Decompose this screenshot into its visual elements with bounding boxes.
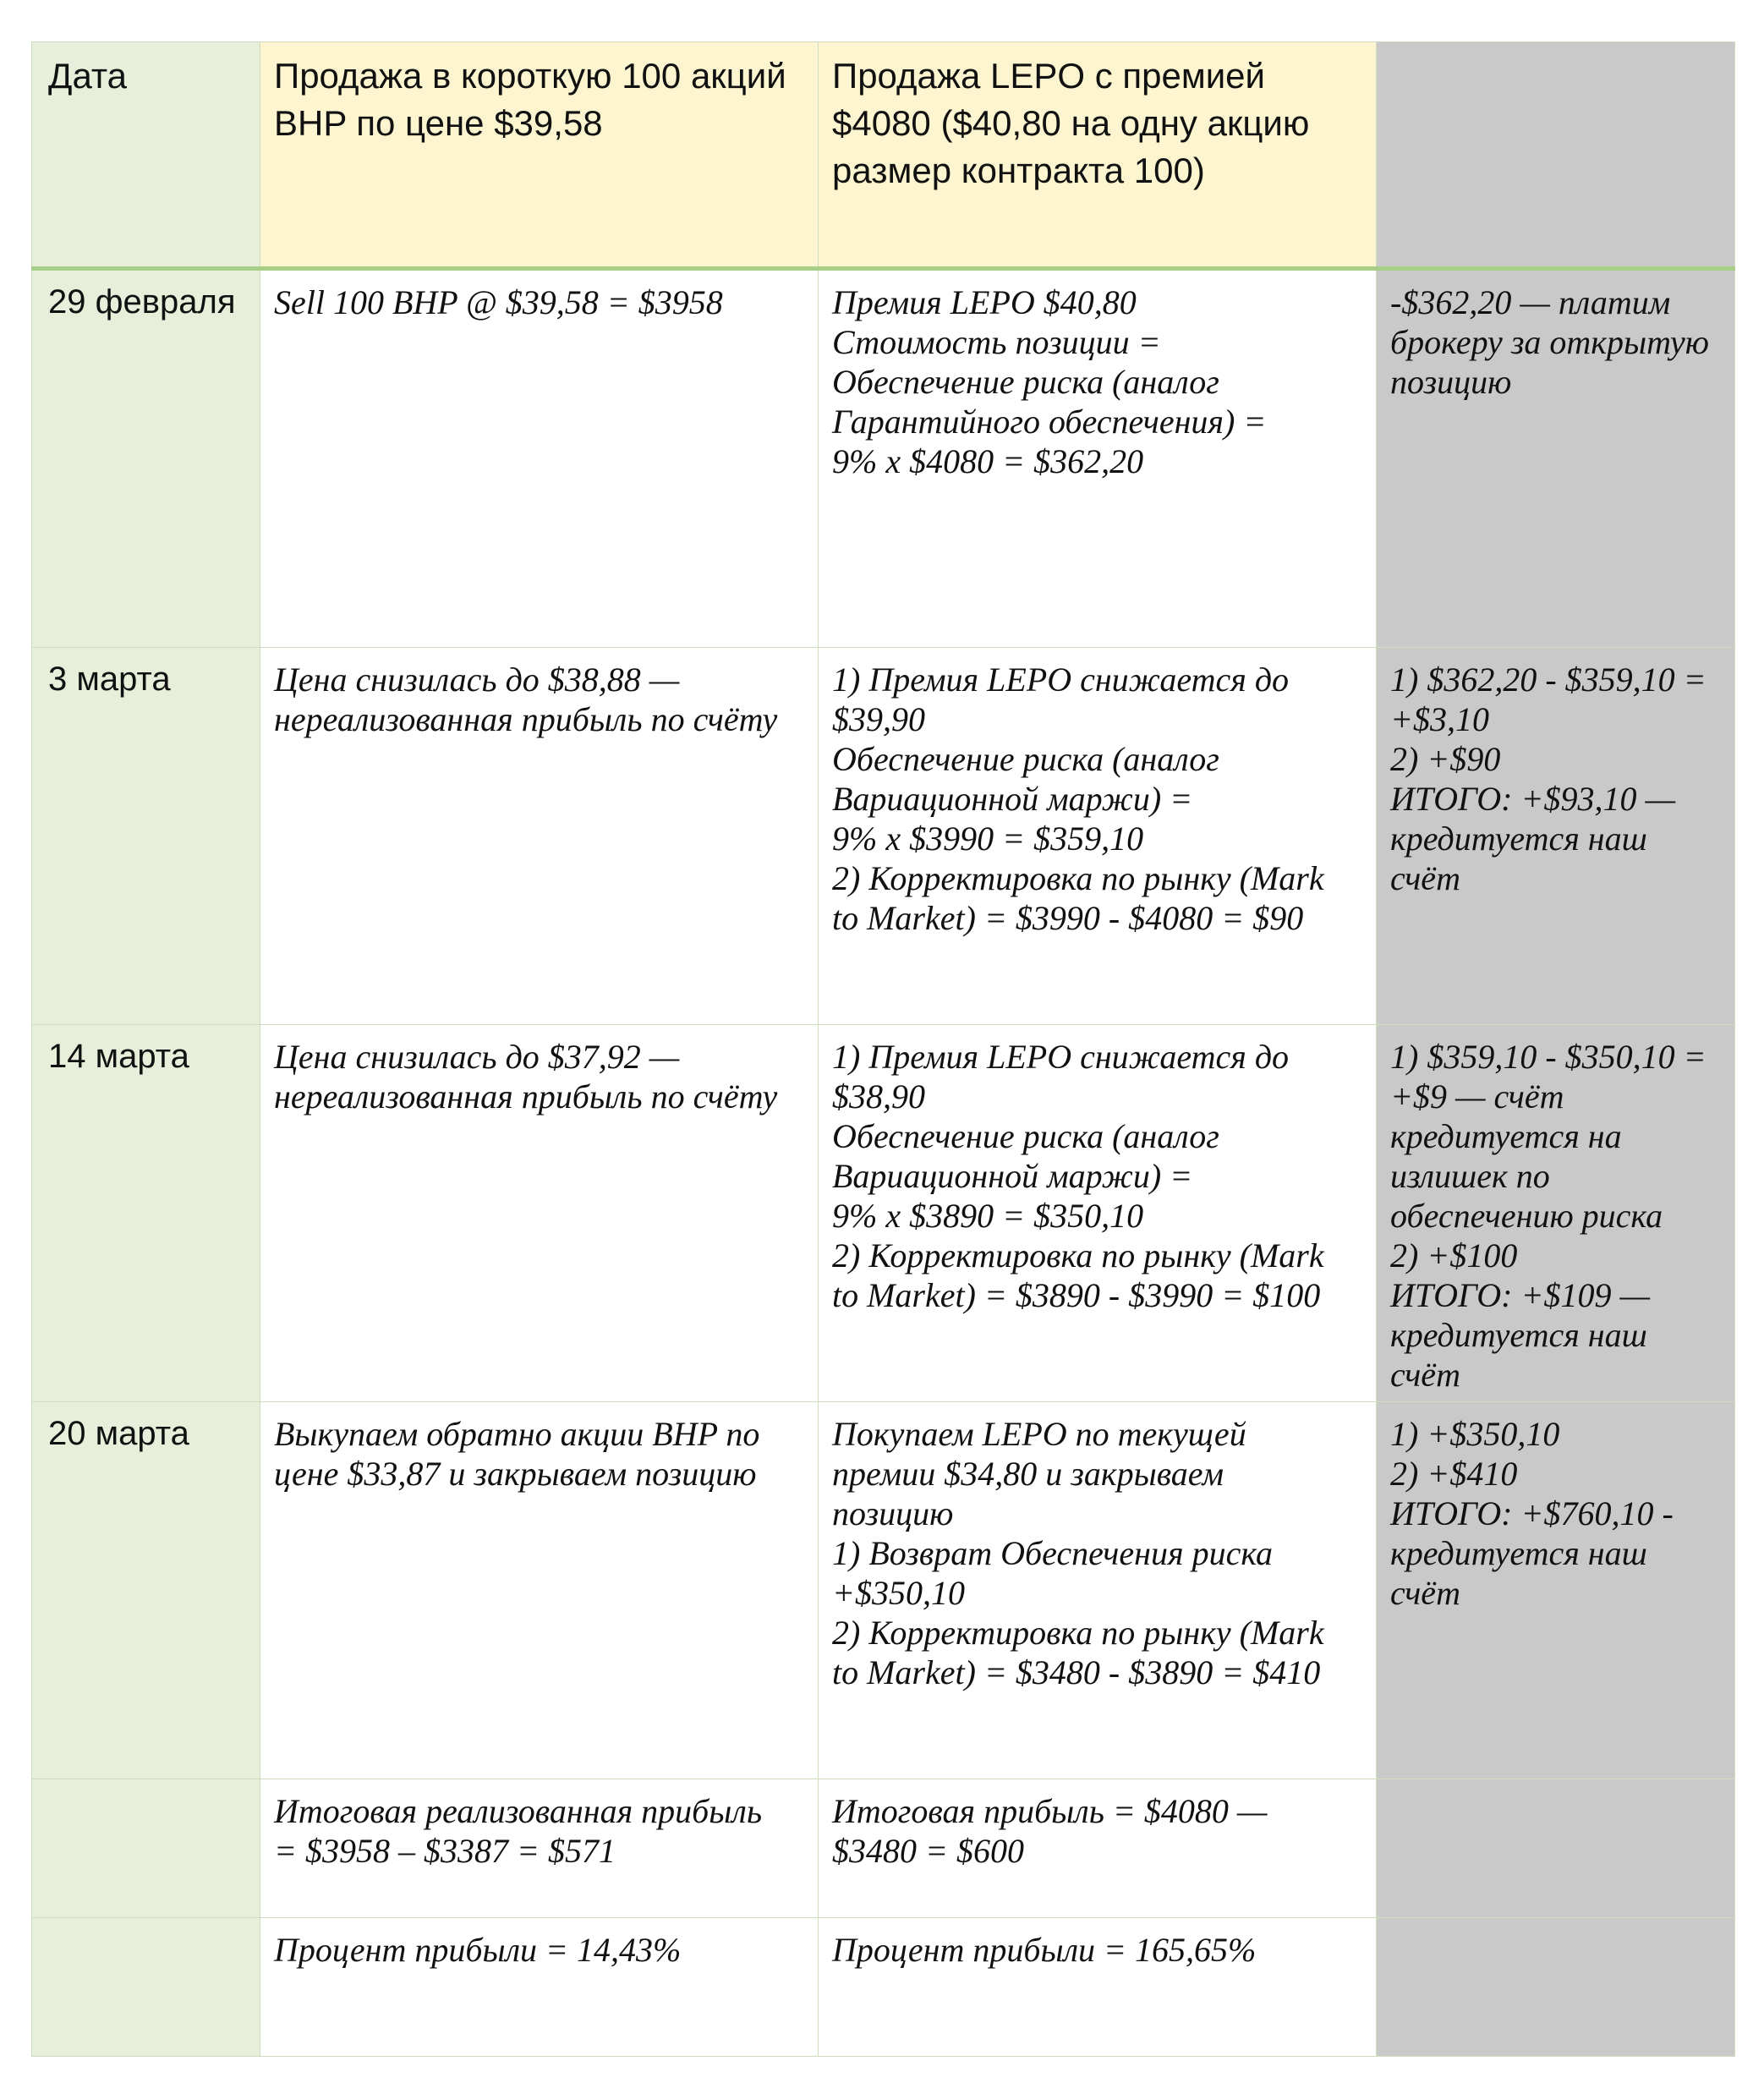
row-date: 20 марта	[32, 1402, 260, 1779]
row-short-sell: Цена снизилась до $38,88 — нереализованная прибыль по счёту	[260, 648, 819, 1025]
row-lepo: Премия LEPO $40,80 Стоимость позиции = Обеспечение риска (аналог Гарантийного обеспечения) = 9% x $4080 = $362,20	[819, 269, 1377, 648]
table-row	[32, 1918, 1735, 2057]
row-date: 14 марта	[32, 1025, 260, 1402]
row-date	[32, 1779, 260, 1918]
row-lepo: 1) Премия LEPO снижается до $39,90 Обеспечение риска (аналог Вариационной маржи) = 9% x $3990 = $359,10 2) Корректировка по рынку (Mark to Market) = $3990 - $4080 = $90	[819, 648, 1377, 1025]
row-result: 1) $359,10 - $350,10 = +$9 — счёт кредитуется на излишек по обеспечению риска 2) +$100 ИТОГО: +$109 — кредитуется наш счёт	[1377, 1025, 1735, 1402]
profit-comparison-table	[31, 41, 1735, 2057]
table-row	[32, 1402, 1735, 1779]
row-result	[1377, 1779, 1735, 1918]
row-lepo: Итоговая прибыль = $4080 — $3480 = $600	[819, 1779, 1377, 1918]
table-row	[32, 648, 1735, 1025]
header-lepo-sell: Продажа LEPO с премией $4080 ($40,80 на одну акцию размер контракта 100)	[819, 42, 1377, 269]
header-short-sell: Продажа в короткую 100 акций BHP по цене $39,58	[260, 42, 819, 269]
header-row	[32, 42, 1735, 269]
header-date: Дата	[32, 42, 260, 269]
row-lepo: Покупаем LEPO по текущей премии $34,80 и закрываем позицию 1) Возврат Обеспечения риска +$350,10 2) Корректировка по рынку (Mark to Market) = $3480 - $3890 = $410	[819, 1402, 1377, 1779]
row-result: -$362,20 — платим брокеру за открытую позицию	[1377, 269, 1735, 648]
row-date	[32, 1918, 260, 2057]
row-short-sell: Выкупаем обратно акции BHP по цене $33,87 и закрываем позицию	[260, 1402, 819, 1779]
row-result: 1) $362,20 - $359,10 = +$3,10 2) +$90 ИТОГО: +$93,10 — кредитуется наш счёт	[1377, 648, 1735, 1025]
table-row	[32, 269, 1735, 648]
table-row	[32, 1025, 1735, 1402]
row-lepo: Процент прибыли = 165,65%	[819, 1918, 1377, 2057]
row-date: 3 марта	[32, 648, 260, 1025]
table-row	[32, 1779, 1735, 1918]
row-short-sell: Цена снизилась до $37,92 — нереализованная прибыль по счёту	[260, 1025, 819, 1402]
row-short-sell: Итоговая реализованная прибыль = $3958 – $3387 = $571	[260, 1779, 819, 1918]
row-date: 29 февраля	[32, 269, 260, 648]
row-lepo: 1) Премия LEPO снижается до $38,90 Обеспечение риска (аналог Вариационной маржи) = 9% x $3890 = $350,10 2) Корректировка по рынку (Mark to Market) = $3890 - $3990 = $100	[819, 1025, 1377, 1402]
row-short-sell: Sell 100 BHP @ $39,58 = $3958	[260, 269, 819, 648]
header-result	[1377, 42, 1735, 269]
row-result	[1377, 1918, 1735, 2057]
row-short-sell: Процент прибыли = 14,43%	[260, 1918, 819, 2057]
row-result: 1) +$350,10 2) +$410 ИТОГО: +$760,10 - кредитуется наш счёт	[1377, 1402, 1735, 1779]
